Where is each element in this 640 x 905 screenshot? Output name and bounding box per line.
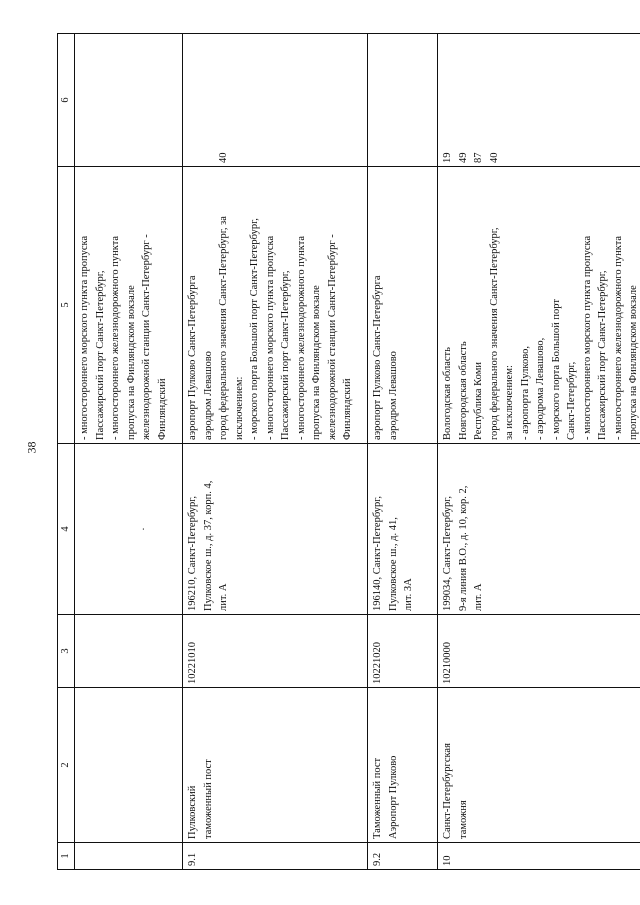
- region-code: [201, 37, 217, 163]
- territory-line: Пассажирский порт Санкт-Петербург,: [94, 270, 106, 440]
- office-name-line: Таможенный пост: [372, 757, 383, 839]
- territory-line: исключением:: [233, 376, 245, 440]
- region-code: 49: [457, 152, 469, 163]
- territory-line: - морского порта Большой порт: [550, 299, 562, 440]
- office-code: [79, 681, 90, 684]
- territory-line: аэродром Левашово: [387, 351, 399, 440]
- territory-line: - многостороннего железнодорожного пункта: [110, 235, 121, 440]
- territory-line: Пассажирский порт Санкт-Петербург,: [280, 270, 291, 440]
- office-name-line: таможня: [457, 800, 469, 839]
- address-cell: [75, 444, 183, 615]
- territory-cell: [183, 167, 368, 444]
- territory-line: за исключением:: [504, 365, 515, 440]
- territory-line: аэропорт Пулково Санкт-Петербурга: [187, 275, 198, 440]
- office-code-cell: [368, 615, 438, 688]
- region-codes-cell: [183, 34, 368, 167]
- row-number-cell: [368, 843, 438, 870]
- row-number: 9.1: [187, 852, 198, 866]
- region-code: 40: [488, 152, 500, 163]
- address-line: лит. А: [218, 583, 229, 611]
- territory-line: пропуска на Финляндском вокзале: [311, 285, 322, 440]
- territory-cell: [368, 167, 438, 444]
- stray-mark: ·: [139, 527, 150, 531]
- header-col-3: 3: [58, 615, 75, 688]
- customs-table: [57, 33, 640, 870]
- territory-cell: [438, 167, 640, 444]
- territory-line: Вологодская область: [442, 347, 453, 440]
- table-row: [183, 34, 368, 870]
- row-number-cell: [438, 843, 640, 870]
- office-code: 10210000: [442, 642, 453, 684]
- row-number: 10: [442, 855, 453, 866]
- region-codes-cell: [75, 34, 183, 167]
- territory-line: - морского порта Большой порт Санкт-Петербург,: [249, 218, 260, 440]
- address-line: 196210, Санкт-Петербург,: [187, 495, 198, 611]
- territory-line: - аэропорта Пулково,: [519, 346, 531, 440]
- territory-line: - многостороннего морского пункта пропуска: [264, 235, 276, 440]
- territory-line: город федерального значения Санкт-Петербург,: [488, 227, 500, 440]
- office-name-cell: [438, 688, 640, 843]
- header-col-2: 2: [58, 688, 75, 843]
- office-name-cell: [183, 688, 368, 843]
- office-name-line: Санкт-Петербургская: [442, 743, 453, 839]
- document-page: [57, 40, 639, 870]
- territory-line: аэродром Левашово: [202, 351, 214, 440]
- row-number: [79, 863, 90, 866]
- territory-line: Новгородская область: [457, 341, 469, 440]
- office-name-line: таможенный пост: [202, 759, 214, 839]
- office-name-cell: [75, 688, 183, 843]
- table-row: [438, 34, 640, 870]
- address-cell: [438, 444, 640, 615]
- table-row: [75, 34, 183, 870]
- office-name-line: Пулковский: [187, 785, 198, 839]
- address-cell: [183, 444, 368, 615]
- address-cell: [368, 444, 438, 615]
- row-number-cell: [183, 843, 368, 870]
- office-code: 10221020: [372, 642, 383, 684]
- address-line: лит. ЗА: [403, 578, 414, 611]
- territory-line: Республика Коми: [473, 362, 484, 440]
- territory-line: Финляндский: [342, 378, 353, 440]
- address-line: Пулковское ш., д. 41,: [387, 517, 399, 611]
- territory-line: Пассажирский порт Санкт-Петербург,: [597, 270, 608, 440]
- table-row: [368, 34, 438, 870]
- office-name-line: Аэропорт Пулково: [387, 755, 399, 839]
- region-code: 19: [442, 152, 453, 163]
- address-line: 196140, Санкт-Петербург,: [372, 495, 383, 611]
- territory-line: - многостороннего железнодорожного пункта: [612, 235, 624, 440]
- office-code-cell: [438, 615, 640, 688]
- territory-line: - многостороннего морского пункта пропуска: [79, 235, 90, 440]
- office-code: 10221010: [187, 642, 198, 684]
- office-name-cell: [368, 688, 438, 843]
- row-number-cell: [75, 843, 183, 870]
- header-row: [58, 34, 75, 870]
- page-number: 38: [24, 441, 39, 454]
- territory-line: - многостороннего морского пункта пропуска: [581, 235, 593, 440]
- territory-line: железнодорожной станции Санкт-Петербург -: [326, 234, 338, 440]
- header-col-4: 4: [58, 444, 75, 615]
- territory-line: аэропорт Пулково Санкт-Петербурга: [372, 275, 383, 440]
- header-col-5: 5: [58, 167, 75, 444]
- header-col-1: 1: [58, 843, 75, 870]
- territory-line: железнодорожной станции Санкт-Петербург -: [141, 234, 152, 440]
- address-line: Пулковское ш., д. 37, корп. 4,: [202, 480, 214, 611]
- address-line: лит. А: [473, 583, 484, 611]
- row-number: 9.2: [372, 852, 383, 866]
- region-code: [185, 37, 201, 163]
- region-code: 40: [218, 152, 229, 163]
- header-col-6: 6: [58, 34, 75, 167]
- territory-line: пропуска на Финляндском вокзале: [628, 285, 639, 440]
- address-line: 199034, Санкт-Петербург,: [442, 495, 453, 611]
- territory-line: город федерального значения Санкт-Петербург, за: [218, 216, 229, 440]
- territory-line: - многостороннего железнодорожного пункта: [295, 235, 307, 440]
- territory-line: - аэродрома Левашово,: [535, 337, 546, 440]
- office-code-cell: [183, 615, 368, 688]
- territory-line: пропуска на Финляндском вокзале: [125, 285, 137, 440]
- region-code: 87: [473, 152, 484, 163]
- office-code-cell: [75, 615, 183, 688]
- territory-cell: [75, 167, 183, 444]
- region-codes-cell: [438, 34, 640, 167]
- territory-line: Санкт-Петербург,: [566, 361, 577, 440]
- territory-line: Финляндский: [156, 378, 168, 440]
- address-line: 9-я линия В.О., д. 10, кор. 2,: [457, 485, 469, 611]
- region-codes-cell: [368, 34, 438, 167]
